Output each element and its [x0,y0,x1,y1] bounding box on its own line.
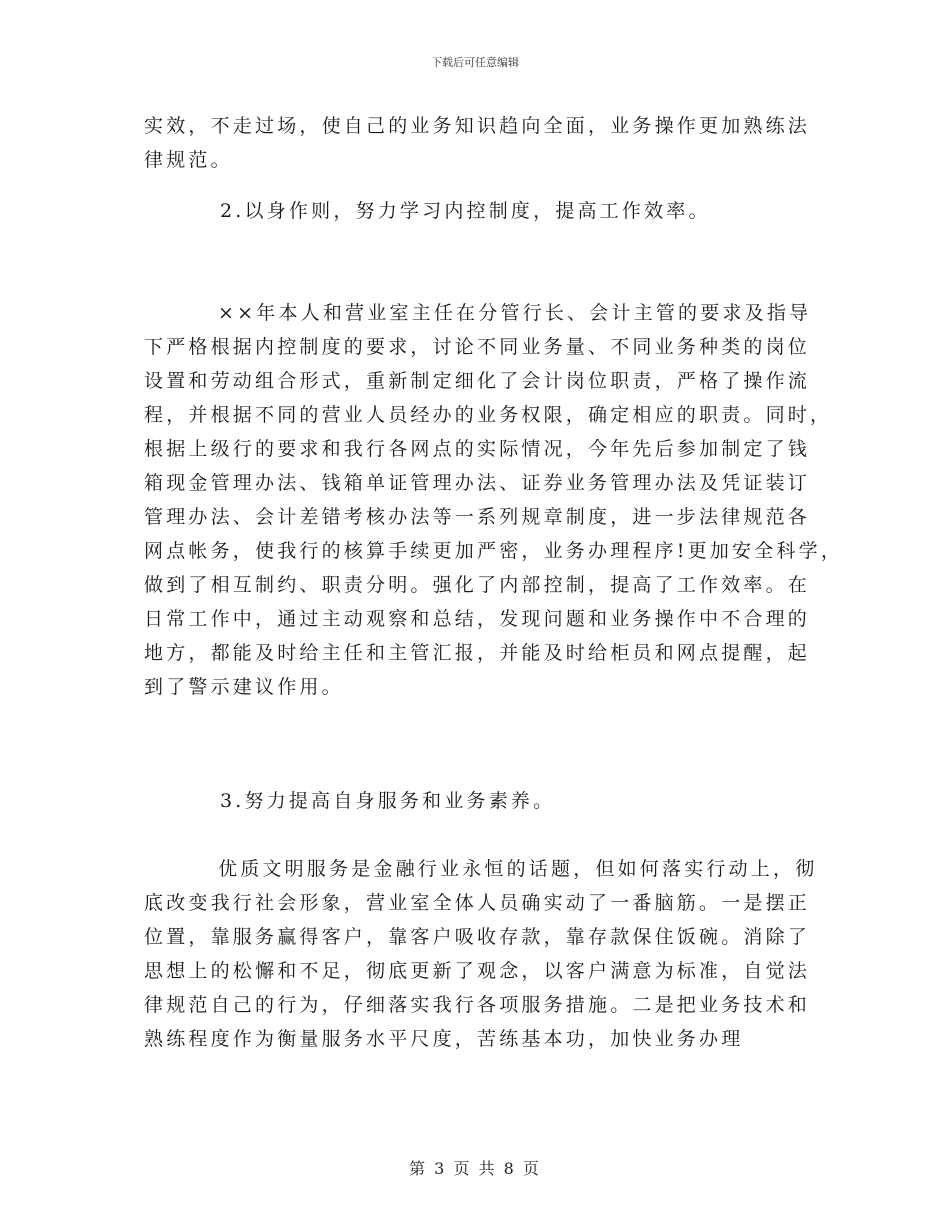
page-footer: 第 3 页 共 8 页 [409,1159,541,1178]
text-line: 箱现金管理办法、钱箱单证管理办法、证券业务管理办法及凭证装订 [144,472,811,494]
text-line: 熟练程度作为衡量服务水平尺度，苦练基本功，加快业务办理 [144,1028,744,1050]
text-line: 网点帐务，使我行的核算手续更加严密，业务办理程序!更加安全科学， [144,540,844,562]
section-heading-2 [220,194,892,228]
text-line: ××年本人和营业室主任在分管行长、会计主管的要求及指导 [218,302,812,324]
text-line: 做到了相互制约、职责分明。强化了内部控制，提高了工作效率。在 [144,574,811,596]
text-line: 下严格根据内控制度的要求，讨论不同业务量、不同业务种类的岗位 [144,336,811,358]
text-line: 日常工作中，通过主动观察和总结，发现问题和业务操作中不合理的 [144,608,811,630]
paragraph-continuation [144,109,816,177]
text-line: 律规范自己的行为，仔细落实我行各项服务措施。二是把业务技术和 [144,994,811,1016]
text-line: 底改变我行社会形象，营业室全体人员确实动了一番脑筋。一是摆正 [144,892,811,914]
text-line: 优质文明服务是金融行业永恒的话题，但如何落实行动上，彻 [218,858,818,880]
text-line: 律规范。 [144,149,233,171]
text-line: 实效，不走过场，使自己的业务知识趋向全面，业务操作更加熟练法 [144,115,811,137]
text-line: 根据上级行的要求和我行各网点的实际情况，今年先后参加制定了钱 [144,438,811,460]
text-line: 地方，都能及时给主任和主管汇报，并能及时给柜员和网点提醒，起 [144,642,811,664]
text-line: 思想上的松懈和不足，彻底更新了观念，以客户满意为标准，自觉法 [144,960,811,982]
section-heading-3 [220,784,892,818]
page-header: 下载后可任意编辑 [431,56,519,69]
heading-text: 3.努力提高自身服务和业务素养。 [220,790,556,812]
heading-text: 2.以身作则，努力学习内控制度，提高工作效率。 [220,200,711,222]
text-line: 程，并根据不同的营业人员经办的业务权限，确定相应的职责。同时， [144,404,833,426]
text-line: 设置和劳动组合形式，重新制定细化了会计岗位职责，严格了操作流 [144,370,811,392]
paragraph-service-quality [144,852,816,1056]
text-line: 到了警示建议作用。 [144,676,344,698]
text-line: 管理办法、会计差错考核办法等一系列规章制度，进一步法律规范各 [144,506,811,528]
paragraph-internal-control [144,296,844,704]
text-line: 位置，靠服务赢得客户，靠客户吸收存款，靠存款保住饭碗。消除了 [144,926,811,948]
